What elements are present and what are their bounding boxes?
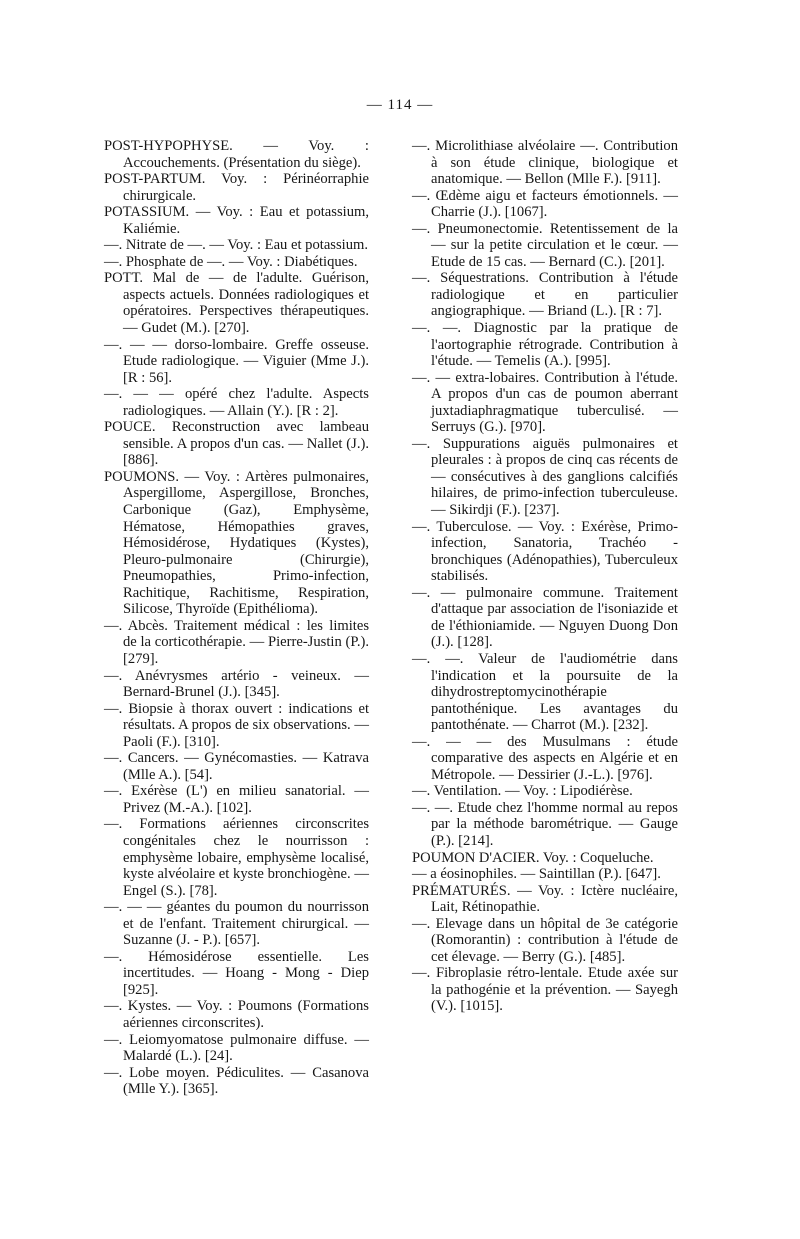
index-entry: —. — pulmonaire commune. Traitement d'attaque par association de l'isoniazide et de l'éthioniamide. — Nguyen Duong Don (J.). [128]. xyxy=(412,584,678,651)
index-entry: —. Leiomyomatose pulmonaire diffuse. — Malardé (L.). [24]. xyxy=(104,1031,369,1065)
index-entry: —. Formations aériennes circonscrites congénitales chez le nourrisson : emphysème lobaire, emphysème localisé, kyste alvéolaire et kyste bronchiogène. — Engel (S.). [78]. xyxy=(104,816,369,899)
index-entry: —. Elevage dans un hôpital de 3e catégorie (Romorantin) : contribution à l'étude de cet élevage. — Berry (G.). [485]. xyxy=(412,915,678,965)
index-entry: PRÉMATURÉS. — Voy. : Ictère nucléaire, Lait, Rétinopathie. xyxy=(412,882,678,916)
index-entry: POST-PARTUM. Voy. : Périnéorraphie chirurgicale. xyxy=(104,171,369,204)
index-entry: —. Cancers. — Gynécomasties. — Katrava (Mlle A.). [54]. xyxy=(104,750,369,783)
index-entry: POUMON D'ACIER. Voy. : Coqueluche. xyxy=(412,849,654,866)
index-entry: —. Œdème aigu et facteurs émotionnels. — Charrie (J.). [1067]. xyxy=(412,187,678,221)
index-entry: —. Abcès. Traitement médical : les limites de la corticothérapie. — Pierre-Justin (P.). [279]. xyxy=(104,617,369,667)
page-number: — 114 — xyxy=(366,97,434,113)
index-entry: — a éosinophiles. — Saintillan (P.). [647]. xyxy=(412,866,661,883)
index-entry: POTT. Mal de — de l'adulte. Guérison, aspects actuels. Données radiologiques et opératoires. Perspectives thérapeutiques. — Gudet (M.). [270]. xyxy=(104,270,369,337)
index-entry: —. — extra-lobaires. Contribution à l'étude. A propos d'un cas de poumon aberrant juxtadiaphragmatique tuberculisé. — Serruys (G.). [970]. xyxy=(412,369,678,436)
index-entry: —. Biopsie à thorax ouvert : indications et résultats. A propos de six observations. — Paoli (F.). [310]. xyxy=(104,700,369,750)
index-entry: —. Kystes. — Voy. : Poumons (Formations aériennes circonscrites). xyxy=(104,998,369,1031)
index-entry: —. Lobe moyen. Pédiculites. — Casanova (Mlle Y.). [365]. xyxy=(104,1064,369,1098)
index-entry: —. Microlithiase alvéolaire —. Contribution à son étude clinique, biologique et anatomique. — Bellon (Mlle F.). [911]. xyxy=(412,138,678,188)
index-entry: —. Séquestrations. Contribution à l'étude radiologique et en particulier angiographique. — Briand (L.). [R : 7]. xyxy=(412,270,678,320)
index-entry: POUMONS. — Voy. : Artères pulmonaires, Aspergillome, Aspergillose, Bronches, Carbonique (Gaz), Emphysème, Hématose, Hémopathies graves, Hémosidérose, Hydatiques (Kystes), Pleuro-pulmonaire (Chirurgie), Pneumopathies, Primo-infection, Rachitique, Rachitisme, Respiration, Silicose, Thyroïde (Epithélioma). xyxy=(104,468,369,618)
index-entry: —. Anévrysmes artério - veineux. — Bernard-Brunel (J.). [345]. xyxy=(104,667,369,701)
index-column-right xyxy=(412,138,678,1015)
index-entry: —. — — opéré chez l'adulte. Aspects radiologiques. — Allain (Y.). [R : 2]. xyxy=(104,386,369,419)
index-entry: POUCE. Reconstruction avec lambeau sensible. A propos d'un cas. — Nallet (J.). [886]. xyxy=(104,419,369,469)
index-entry: POST-HYPOPHYSE. — Voy. : Accouchements. (Présentation du siège). xyxy=(104,138,369,171)
index-entry: —. Hémosidérose essentielle. Les incertitudes. — Hoang - Mong - Diep [925]. xyxy=(104,948,369,998)
index-entry: —. Ventilation. — Voy. : Lipodiérèse. xyxy=(412,783,633,800)
index-entry: —. — — dorso-lombaire. Greffe osseuse. Etude radiologique. — Viguier (Mme J.). [R : 56]. xyxy=(104,336,369,386)
index-entry: —. Phosphate de —. — Voy. : Diabétiques. xyxy=(104,253,358,270)
index-entry: —. — — des Musulmans : étude comparative des aspects en Algérie et en Métropole. — Dessirier (J.-L.). [976]. xyxy=(412,733,678,783)
index-entry: —. Suppurations aiguës pulmonaires et pleurales : à propos de cinq cas récents de — consécutives à des ganglions calcifiés hilaires, de primo-infection tuberculeuse. — Sikirdji (F.). [237]. xyxy=(412,435,678,519)
index-column-left xyxy=(104,138,369,1098)
index-entry: POTASSIUM. — Voy. : Eau et potassium, Kaliémie. xyxy=(104,204,369,237)
index-entry: —. Pneumonectomie. Retentissement de la — sur la petite circulation et le cœur. — Etude de 15 cas. — Bernard (C.). [201]. xyxy=(412,220,678,270)
index-entry: —. Nitrate de —. — Voy. : Eau et potassium. xyxy=(104,237,369,254)
index-entry: —. —. Valeur de l'audiométrie dans l'indication et la poursuite de la dihydrostreptomycinothérapie pantothénique. Les avantages du pantothénate. — Charrot (M.). [232]. xyxy=(412,650,678,734)
index-entry: —. —. Diagnostic par la pratique de l'aortographie rétrograde. Contribution à l'étude. — Temelis (A.). [995]. xyxy=(412,320,678,370)
index-entry: —. —. Etude chez l'homme normal au repos par la méthode barométrique. — Gauge (P.). [214]. xyxy=(412,799,678,849)
index-entry: —. Tuberculose. — Voy. : Exérèse, Primo-infection, Sanatoria, Trachéo - bronchiques (Adénopathies), Tuberculeux stabilisés. xyxy=(412,518,678,585)
index-entry: —. Fibroplasie rétro-lentale. Etude axée sur la pathogénie et la prévention. — Sayegh (V.). [1015]. xyxy=(412,965,678,1015)
index-entry: —. — — géantes du poumon du nourrisson et de l'enfant. Traitement chirurgical. — Suzanne (J. - P.). [657]. xyxy=(104,899,369,949)
index-entry: —. Exérèse (L') en milieu sanatorial. — Privez (M.-A.). [102]. xyxy=(104,783,369,816)
